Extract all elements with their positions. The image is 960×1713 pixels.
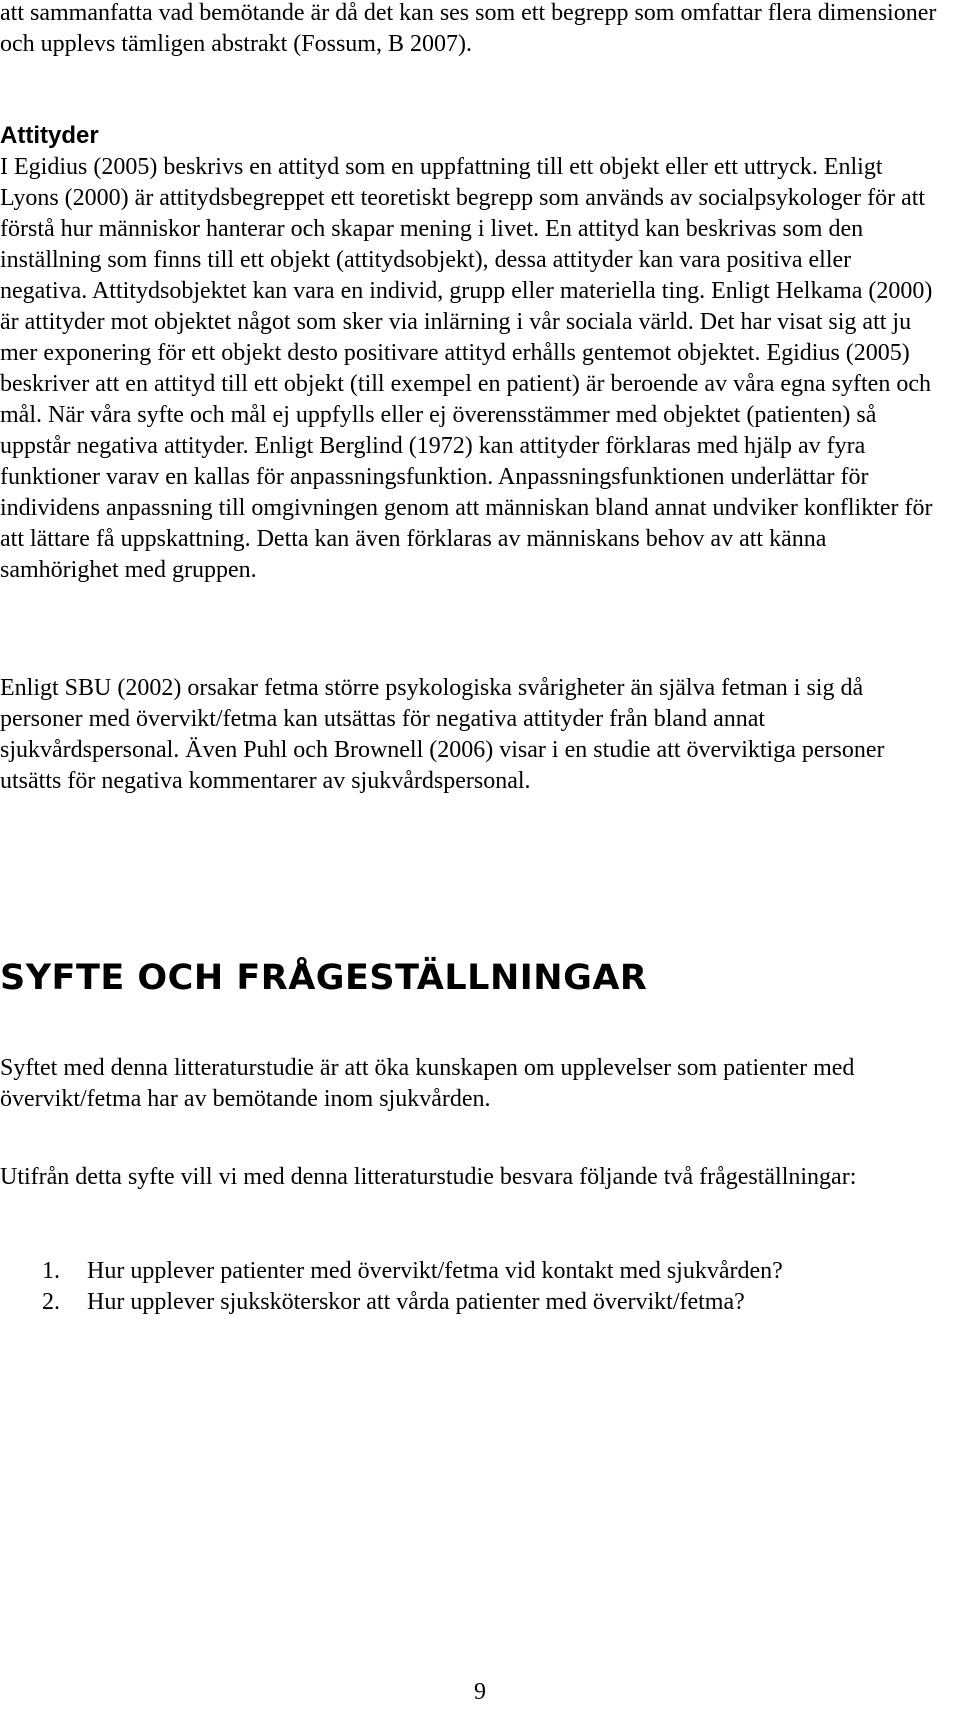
intro-paragraph: att sammanfatta vad bemötande är då det kan ses som ett begrepp som omfattar flera dimensioner och upplevs tämligen abstrakt (Fossum, B 2007). — [0, 0, 937, 57]
list-item-number: 1. — [42, 1258, 60, 1284]
list-item-number: 2. — [42, 1289, 60, 1315]
list-item — [0, 1256, 944, 1287]
list-item-text: Hur upplever sjuksköterskor att vårda patienter med övervikt/fetma? — [87, 1289, 745, 1315]
utifran-paragraph: Utifrån detta syfte vill vi med denna litteraturstudie besvara följande två frågeställningar: — [0, 1164, 857, 1190]
question-list — [0, 1256, 944, 1318]
section-heading-syfte: SYFTE OCH FRÅGESTÄLLNINGAR — [0, 958, 648, 998]
list-item-text: Hur upplever patienter med övervikt/fetma vid kontakt med sjukvården? — [87, 1258, 783, 1284]
list-item — [0, 1287, 944, 1318]
attityder-paragraph: I Egidius (2005) beskrivs en attityd som en uppfattning till ett objekt eller ett uttryck. Enligt Lyons (2000) är attitydsbegreppet ett teoretiskt begrepp som används av socialpsykologer för att förstå hur människor hanterar och skapar mening i livet. En attityd kan beskrivas som den inställning som finns till ett objekt (attitydsobjekt), dessa attityder kan vara positiva eller negativa. Attitydsobjektet kan vara en individ, grupp eller materiella ting. Enligt Helkama (2000) är attityder mot objektet något som sker via inlärning i vår sociala värld. Det har visat sig att ju mer exponering för ett objekt desto positivare attityd erhålls gentemot objektet. Egidius (2005) beskriver att en attityd till ett objekt (till exempel en patient) är beroende av våra egna syften och mål. När våra syfte och mål ej uppfylls eller ej överensstämmer med objektet (patienten) så uppstår negativa attityder. Enligt Berglind (1972) kan attityder förklaras med hjälp av fyra funktioner varav en kallas för anpassningsfunktion. Anpassningsfunktionen underlättar för individens anpassning till omgivningen genom att människan bland annat undviker konflikter för att lättare få uppskattning. Detta kan även förklaras av människans behov av att känna samhörighet med gruppen. — [0, 154, 933, 583]
section-heading-attityder: Attityder — [0, 122, 99, 149]
syfte-paragraph: Syftet med denna litteraturstudie är att öka kunskapen om upplevelser som patienter med övervikt/fetma har av bemötande inom sjukvården. — [0, 1055, 855, 1112]
page-number: 9 — [474, 1679, 486, 1705]
sbu-paragraph: Enligt SBU (2002) orsakar fetma större psykologiska svårigheter än själva fetman i sig då personer med övervikt/fetma kan utsättas för negativa attityder från bland annat sjukvårdspersonal. Även Puhl och Brownell (2006) visar i en studie att överviktiga personer utsätts för negativa kommentarer av sjukvårdspersonal. — [0, 675, 885, 794]
